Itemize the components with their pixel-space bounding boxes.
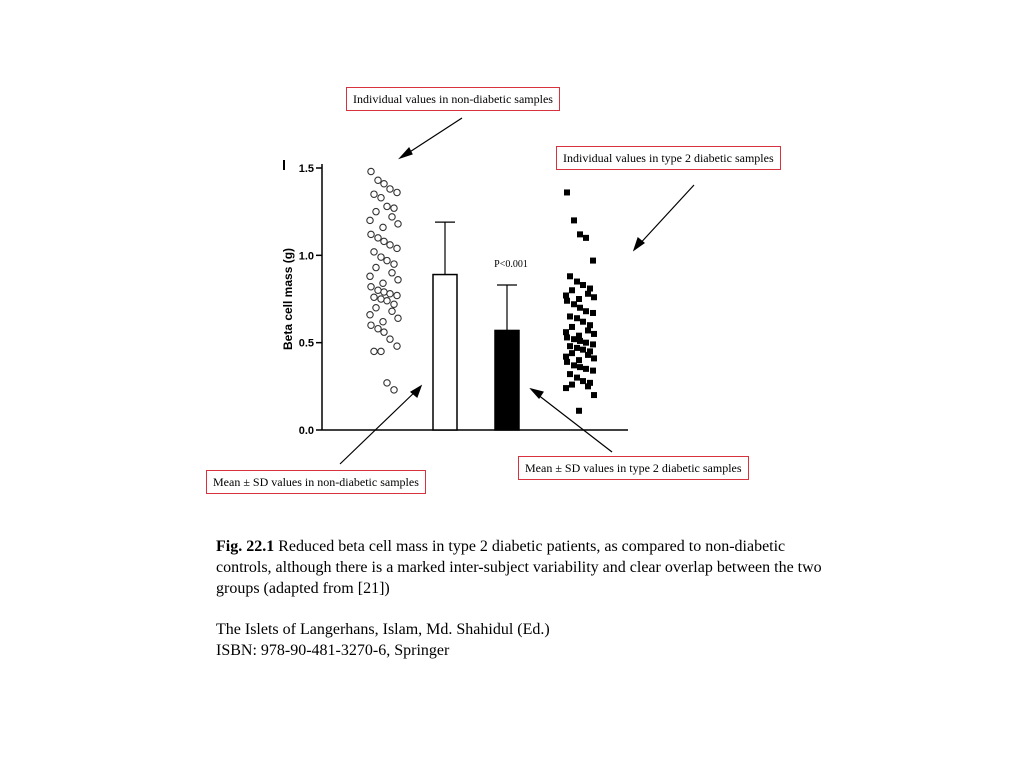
point-0-30 <box>381 289 387 295</box>
point-1-41 <box>576 357 582 363</box>
callout-bottom-right: Mean ± SD values in type 2 diabetic samples <box>518 456 749 480</box>
point-1-25 <box>563 329 569 335</box>
point-1-24 <box>585 327 591 333</box>
y-tick-label-0: 0.0 <box>298 425 314 437</box>
point-1-23 <box>569 324 575 330</box>
point-1-16 <box>577 305 583 311</box>
point-1-22 <box>587 322 593 328</box>
point-1-10 <box>585 291 591 297</box>
point-1-35 <box>580 347 586 353</box>
point-1-15 <box>571 301 577 307</box>
point-1-51 <box>569 382 575 388</box>
point-0-36 <box>391 301 397 307</box>
point-0-42 <box>368 322 374 328</box>
point-0-4 <box>394 189 400 195</box>
point-1-43 <box>571 362 577 368</box>
point-0-39 <box>367 312 373 318</box>
point-0-35 <box>384 298 390 304</box>
point-0-41 <box>380 319 386 325</box>
point-0-29 <box>375 287 381 293</box>
point-0-45 <box>387 336 393 342</box>
point-1-5 <box>567 273 573 279</box>
point-0-46 <box>394 343 400 349</box>
point-0-37 <box>373 305 379 311</box>
point-0-16 <box>381 238 387 244</box>
point-1-48 <box>574 375 580 381</box>
callout-top-left: Individual values in non-diabetic samples <box>346 87 560 111</box>
point-1-31 <box>583 340 589 346</box>
point-0-32 <box>394 292 400 298</box>
point-0-3 <box>387 186 393 192</box>
point-1-33 <box>567 343 573 349</box>
p-value-label: P<0.001 <box>494 259 528 270</box>
point-0-19 <box>371 249 377 255</box>
point-1-54 <box>591 392 597 398</box>
caption-label: Fig. 22.1 <box>216 538 275 555</box>
y-tick-label-3: 1.5 <box>298 163 314 175</box>
point-0-48 <box>378 348 384 354</box>
point-1-44 <box>577 364 583 370</box>
point-1-6 <box>574 279 580 285</box>
point-1-47 <box>567 371 573 377</box>
point-0-20 <box>378 254 384 260</box>
point-0-14 <box>368 231 374 237</box>
callout-top-right: Individual values in type 2 diabetic samples <box>556 146 781 170</box>
point-1-0 <box>564 189 570 195</box>
point-1-17 <box>583 308 589 314</box>
point-1-26 <box>591 331 597 337</box>
point-0-7 <box>384 203 390 209</box>
point-0-8 <box>391 205 397 211</box>
point-1-29 <box>571 336 577 342</box>
point-1-30 <box>577 338 583 344</box>
point-0-9 <box>373 208 379 214</box>
point-0-25 <box>367 273 373 279</box>
point-1-18 <box>590 310 596 316</box>
point-0-6 <box>378 194 384 200</box>
point-1-2 <box>577 231 583 237</box>
bar-1 <box>495 330 519 430</box>
point-1-34 <box>574 345 580 351</box>
y-axis-label: Beta cell mass (g) <box>281 247 295 351</box>
point-1-1 <box>571 217 577 223</box>
arrow-top-left-head <box>400 148 412 158</box>
arrow-bottom-right <box>533 391 612 452</box>
point-1-38 <box>585 352 591 358</box>
point-1-55 <box>576 408 582 414</box>
bar-0 <box>433 275 457 430</box>
point-0-5 <box>371 191 377 197</box>
point-0-26 <box>395 277 401 283</box>
point-0-22 <box>391 261 397 267</box>
point-1-46 <box>590 368 596 374</box>
point-0-13 <box>380 224 386 230</box>
point-1-19 <box>567 313 573 319</box>
y-tick-label-1: 0.5 <box>298 337 314 350</box>
point-1-3 <box>583 235 589 241</box>
figure-caption <box>216 536 836 599</box>
arrow-top-right-head <box>634 238 644 250</box>
point-1-53 <box>563 385 569 391</box>
point-1-14 <box>564 298 570 304</box>
point-0-11 <box>367 217 373 223</box>
point-1-28 <box>564 334 570 340</box>
point-0-31 <box>387 291 393 297</box>
callout-bottom-left: Mean ± SD values in non-diabetic samples <box>206 470 426 494</box>
point-1-40 <box>591 355 597 361</box>
point-0-38 <box>389 308 395 314</box>
point-1-4 <box>590 258 596 264</box>
point-1-9 <box>569 287 575 293</box>
caption-text: Reduced beta cell mass in type 2 diabetic patients, as compared to non-diabetic controls, although there is a marked inter-subject variability and clear overlap between the two groups (adapted from [21]) <box>216 538 822 597</box>
source-citation <box>216 619 550 661</box>
point-0-17 <box>387 242 393 248</box>
point-1-39 <box>563 354 569 360</box>
point-1-8 <box>587 286 593 292</box>
arrow-bottom-left-head <box>411 386 421 397</box>
point-0-12 <box>395 221 401 227</box>
point-0-40 <box>395 315 401 321</box>
point-0-33 <box>371 294 377 300</box>
point-1-21 <box>580 319 586 325</box>
point-0-18 <box>394 245 400 251</box>
point-0-2 <box>381 181 387 187</box>
point-0-1 <box>375 177 381 183</box>
point-0-0 <box>368 168 374 174</box>
point-1-13 <box>576 296 582 302</box>
point-0-27 <box>380 280 386 286</box>
source-line-2: ISBN: 978-90-481-3270-6, Springer <box>216 642 450 659</box>
point-1-7 <box>580 282 586 288</box>
point-0-47 <box>371 348 377 354</box>
point-0-23 <box>373 264 379 270</box>
point-1-20 <box>574 315 580 321</box>
arrow-bottom-left <box>340 388 419 464</box>
arrow-top-right <box>636 185 694 248</box>
point-0-34 <box>378 296 384 302</box>
point-1-32 <box>590 341 596 347</box>
point-1-42 <box>564 359 570 365</box>
point-0-10 <box>389 214 395 220</box>
point-0-21 <box>384 257 390 263</box>
point-0-24 <box>389 270 395 276</box>
source-line-1: The Islets of Langerhans, Islam, Md. Shahidul (Ed.) <box>216 621 550 638</box>
point-0-43 <box>375 325 381 331</box>
point-0-50 <box>391 387 397 393</box>
point-1-11 <box>563 293 569 299</box>
point-0-28 <box>368 284 374 290</box>
point-1-12 <box>591 294 597 300</box>
point-1-37 <box>569 350 575 356</box>
point-1-45 <box>583 366 589 372</box>
point-0-44 <box>381 329 387 335</box>
point-0-15 <box>375 235 381 241</box>
point-1-52 <box>585 383 591 389</box>
point-1-49 <box>580 378 586 384</box>
point-0-49 <box>384 380 390 386</box>
y-tick-label-2: 1.0 <box>298 250 314 263</box>
